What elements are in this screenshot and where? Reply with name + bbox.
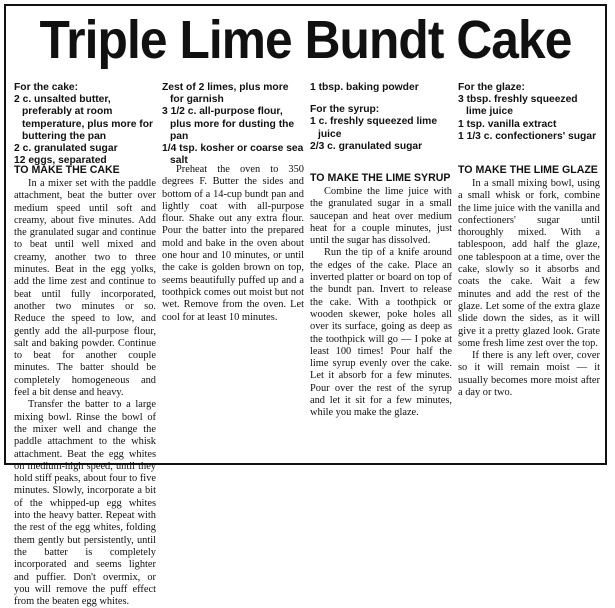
instructions-column-2 xyxy=(162,164,304,608)
instruction-paragraph: If there is any left over, cover so it will remain moist — it usually becomes more moist after a day or two. xyxy=(458,350,600,399)
syrup-ingredients-heading: For the syrup: xyxy=(310,104,380,116)
ingredients-section xyxy=(14,82,600,167)
instruction-paragraph: Transfer the batter to a large mixing bowl. Rinse the bowl of the mixer well and change the paddle attachment to the whisk attachment. Beat the egg whites on medium-high speed, until they hold stiff peaks, about four to five minutes. Slowly, incorporate a bit of the whipped-up egg whites into the heavy batter. Repeat with the rest of the egg whites, folding them gently but persistently, until the batter is completely incorporated and seems lighter and puffier. Don't overmix, or you will remove the puff effect from the beaten egg whites. xyxy=(14,399,156,608)
recipe-title: Triple Lime Bundt Cake xyxy=(39,10,572,70)
instruction-paragraph: In a mixer set with the paddle attachment, beat the butter over medium speed until soft and creamy, about five minutes. Add the granulated sugar and continue to beat until well mixed and creamy, another two to three minutes. Beat in the egg yolks, add the lime zest and continue to beat until fully incorporated, another two minutes or so. Reduce the speed to low, and gently add the all-purpose flour, salt and baking powder. Continue to beat for another couple minutes. The batter should be completely homogeneous and feel a bit dense and heavy. xyxy=(14,178,156,399)
instruction-paragraph: Run the tip of a knife around the edges of the cake. Place an inverted platter or board on top of the bundt pan. Invert to release the cake. With a toothpick or wooden skewer, poke holes all over its surface, going as deep as the toothpick will go — I poke at least 100 times! Pour half the lime syrup evenly over the cake. Let it absorb for a few minutes. Pour over the rest of the syrup and let it sit for a few minutes, while you make the glaze. xyxy=(310,247,452,419)
ingredient-item: 1 tbsp. baking powder xyxy=(310,82,419,93)
ingredients-column-1 xyxy=(14,82,156,167)
ingredients-column-2 xyxy=(162,82,304,167)
ingredient-item: 1 1/3 c. confectioners' sugar xyxy=(458,130,597,142)
syrup-method-heading: TO MAKE THE LIME SYRUP xyxy=(310,172,451,184)
ingredient-item: 1/4 tsp. kosher or coarse sea salt xyxy=(162,143,304,167)
ingredient-item: Zest of 2 limes, plus more for garnish xyxy=(162,82,289,106)
glaze-method-heading: TO MAKE THE LIME GLAZE xyxy=(458,164,598,176)
instruction-paragraph: Combine the lime juice with the granulated sugar in a small saucepan and heat over medium heat for a couple minutes, just until the sugar has dissolved. xyxy=(310,186,452,247)
ingredient-item: 12 eggs, separated xyxy=(14,155,107,167)
glaze-ingredients-heading: For the glaze: xyxy=(458,82,525,93)
ingredient-item: 2 c. granulated sugar xyxy=(14,143,118,155)
ingredients-column-3 xyxy=(310,82,452,167)
instructions-column-4 xyxy=(458,164,600,608)
cake-method-heading: TO MAKE THE CAKE xyxy=(14,164,120,176)
instructions-column-1 xyxy=(14,164,156,608)
ingredient-item: 1 c. freshly squeezed lime juice xyxy=(310,116,438,140)
instructions-column-3 xyxy=(310,164,452,608)
ingredient-item: 3 1/2 c. all-purpose flour, plus more for dusting the pan xyxy=(162,106,295,142)
ingredient-item: 2 c. unsalted butter, preferably at room temperature, plus more for buttering the pan xyxy=(14,94,154,142)
recipe-card xyxy=(4,4,607,608)
instruction-paragraph: Preheat the oven to 350 degrees F. Butter the sides and bottom of a 14-cup bundt pan and lightly coat with all-purpose flour. Shake out any extra flour. Pour the batter into the prepared mold and bake in the oven about one hour and 10 minutes, or until the cake is golden brown on top, seems beautifully puffed up and a toothpick comes out moist but not wet. Remove from the oven. Let cool for at least 10 minutes. xyxy=(162,164,304,323)
cake-ingredients-heading: For the cake: xyxy=(14,82,79,93)
ingredient-item: 2/3 c. granulated sugar xyxy=(310,140,423,152)
instruction-paragraph: In a small mixing bowl, using a small whisk or fork, combine the lime juice with the vanilla and confectioners' sugar until thoroughly mixed. With a tablespoon, add half the glaze, one tablespoon at a time, over the cake, slowly so it absorbs and coats the cake. Wait a few minutes and add the rest of the glaze. Let some of the extra glaze slide down the sides, as it will give it a pretty glazed look. Grate some fresh lime zest over the top. xyxy=(458,178,600,349)
ingredient-item: 1 tsp. vanilla extract xyxy=(458,118,557,130)
instructions-section xyxy=(14,164,600,608)
ingredients-column-4 xyxy=(458,82,600,167)
ingredient-item: 3 tbsp. freshly squeezed lime juice xyxy=(458,94,578,118)
